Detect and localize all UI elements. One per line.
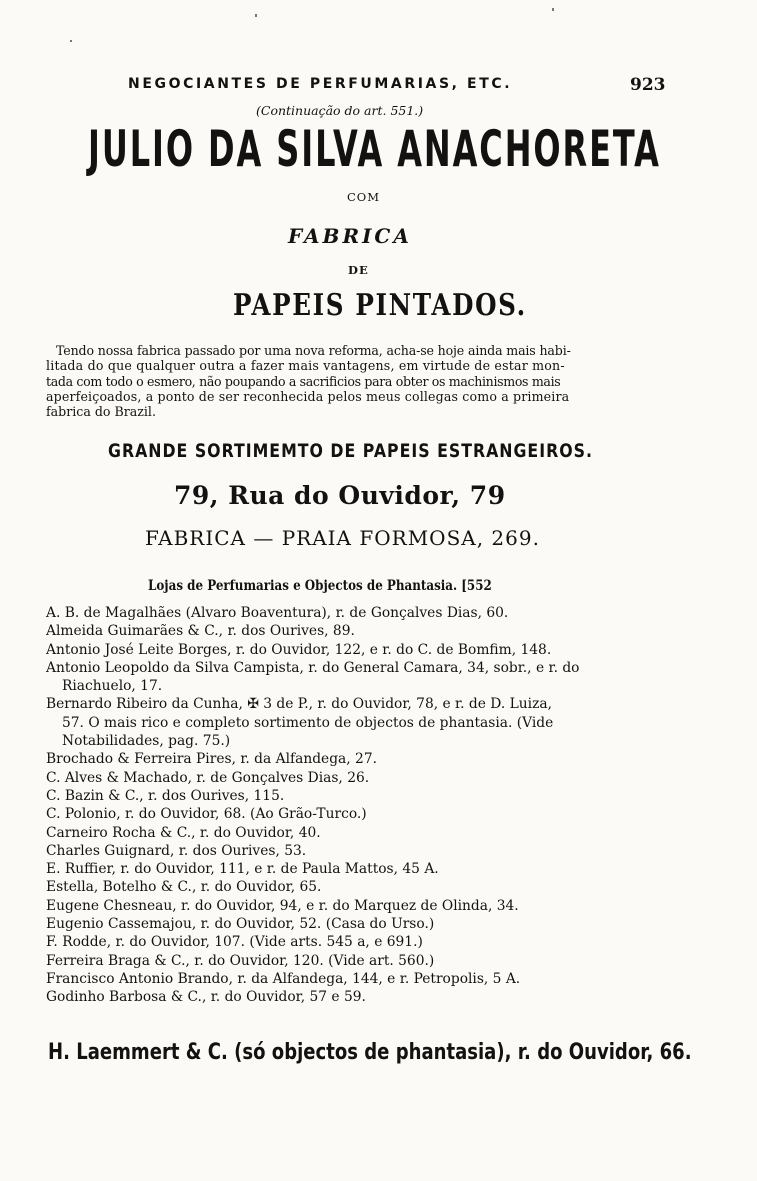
directory-entry: Notabilidades, pag. 75.) [62, 733, 231, 750]
directory-entry: Estella, Botelho & C., r. do Ouvidor, 65. [46, 879, 322, 896]
directory-list [46, 604, 736, 1007]
directory-entry: Riachuelo, 17. [62, 678, 163, 695]
continuation-note: (Continuação do art. 551.) [256, 103, 424, 118]
directory-entry: F. Rodde, r. do Ouvidor, 107. (Vide arts. 545 a, e 691.) [46, 934, 423, 951]
advert-product: PAPEIS PINTADOS. [233, 288, 527, 323]
final-entry: H. Laemmert & C. (só objectos de phantasia), r. do Ouvidor, 66. [48, 1040, 692, 1065]
paragraph-line: Tendo nossa fabrica passado por uma nova reforma, acha-se hoje ainda mais habi- [56, 343, 571, 358]
directory-entry: Francisco Antonio Brando, r. da Alfandega, 144, e r. Petropolis, 5 A. [46, 970, 521, 987]
directory-entry: Eugenio Cassemajou, r. do Ouvidor, 52. (Casa do Urso.) [46, 916, 435, 933]
advert-firm-name: JULIO DA SILVA ANACHORETA [88, 120, 661, 178]
advert-assortment: GRANDE SORTIMEMTO DE PAPEIS ESTRANGEIROS. [108, 440, 593, 462]
directory-entry: Bernardo Ribeiro da Cunha, ✠ 3 de P., r. do Ouvidor, 78, e r. de D. Luiza, [46, 696, 552, 713]
directory-entry: Eugene Chesneau, r. do Ouvidor, 94, e r. do Marquez de Olinda, 34. [46, 897, 519, 914]
directory-entry: Almeida Guimarães & C., r. dos Ourives, 89. [46, 623, 355, 640]
directory-entry: Godinho Barbosa & C., r. do Ouvidor, 57 e 59. [46, 989, 366, 1006]
directory-entry: 57. O mais rico e completo sortimento de objectos de phantasia. (Vide [62, 714, 554, 731]
advert-factory: FABRICA — PRAIA FORMOSA, 269. [145, 526, 540, 550]
paragraph-line: litada do que qualquer outra a fazer mais vantagens, em virtude de estar mon- [46, 358, 565, 374]
directory-entry: Brochado & Ferreira Pires, r. da Alfandega, 27. [46, 751, 377, 768]
advert-paragraph [46, 343, 726, 419]
paragraph-line: aperfeiçoados, a ponto de ser reconhecida pelos meus collegas como a primeira [46, 388, 570, 404]
print-speck [552, 8, 554, 11]
directory-entry: C. Alves & Machado, r. de Gonçalves Dias, 26. [46, 769, 370, 786]
print-speck [70, 40, 72, 42]
directory-entry: Charles Guignard, r. dos Ourives, 53. [46, 842, 307, 859]
directory-entry: E. Ruffier, r. do Ouvidor, 111, e r. de Paula Mattos, 45 A. [46, 861, 439, 878]
directory-entry: C. Polonio, r. do Ouvidor, 68. (Ao Grão-Turco.) [46, 806, 367, 823]
directory-entry: C. Bazin & C., r. dos Ourives, 115. [46, 787, 285, 804]
directory-entry: Ferreira Braga & C., r. do Ouvidor, 120. (Vide art. 560.) [46, 952, 435, 969]
advert-de: DE [348, 263, 369, 277]
running-head: NEGOCIANTES DE PERFUMARIAS, ETC. [128, 76, 513, 92]
advert-com: COM [347, 190, 381, 204]
advert-fabrica: FABRICA [288, 224, 412, 248]
directory-entry: Antonio José Leite Borges, r. do Ouvidor, 122, e r. do C. de Bomfim, 148. [46, 641, 552, 658]
directory-entry: Carneiro Rocha & C., r. do Ouvidor, 40. [46, 824, 321, 841]
paragraph-line: tada com todo o esmero, não poupando a sacrificios para obter os machinismos mais [46, 373, 561, 389]
directory-entry: Antonio Leopoldo da Silva Campista, r. do General Camara, 34, sobr., e r. do [46, 659, 580, 676]
directory-entry: A. B. de Magalhães (Alvaro Boaventura), r. de Gonçalves Dias, 60. [46, 605, 509, 621]
page-number: 923 [630, 75, 666, 95]
advert-address: 79, Rua do Ouvidor, 79 [174, 481, 506, 510]
print-speck [255, 14, 257, 17]
paragraph-line: fabrica do Brazil. [46, 404, 156, 420]
section-heading: Lojas de Perfumarias e Objectos de Phantasia. [552 [148, 578, 492, 594]
